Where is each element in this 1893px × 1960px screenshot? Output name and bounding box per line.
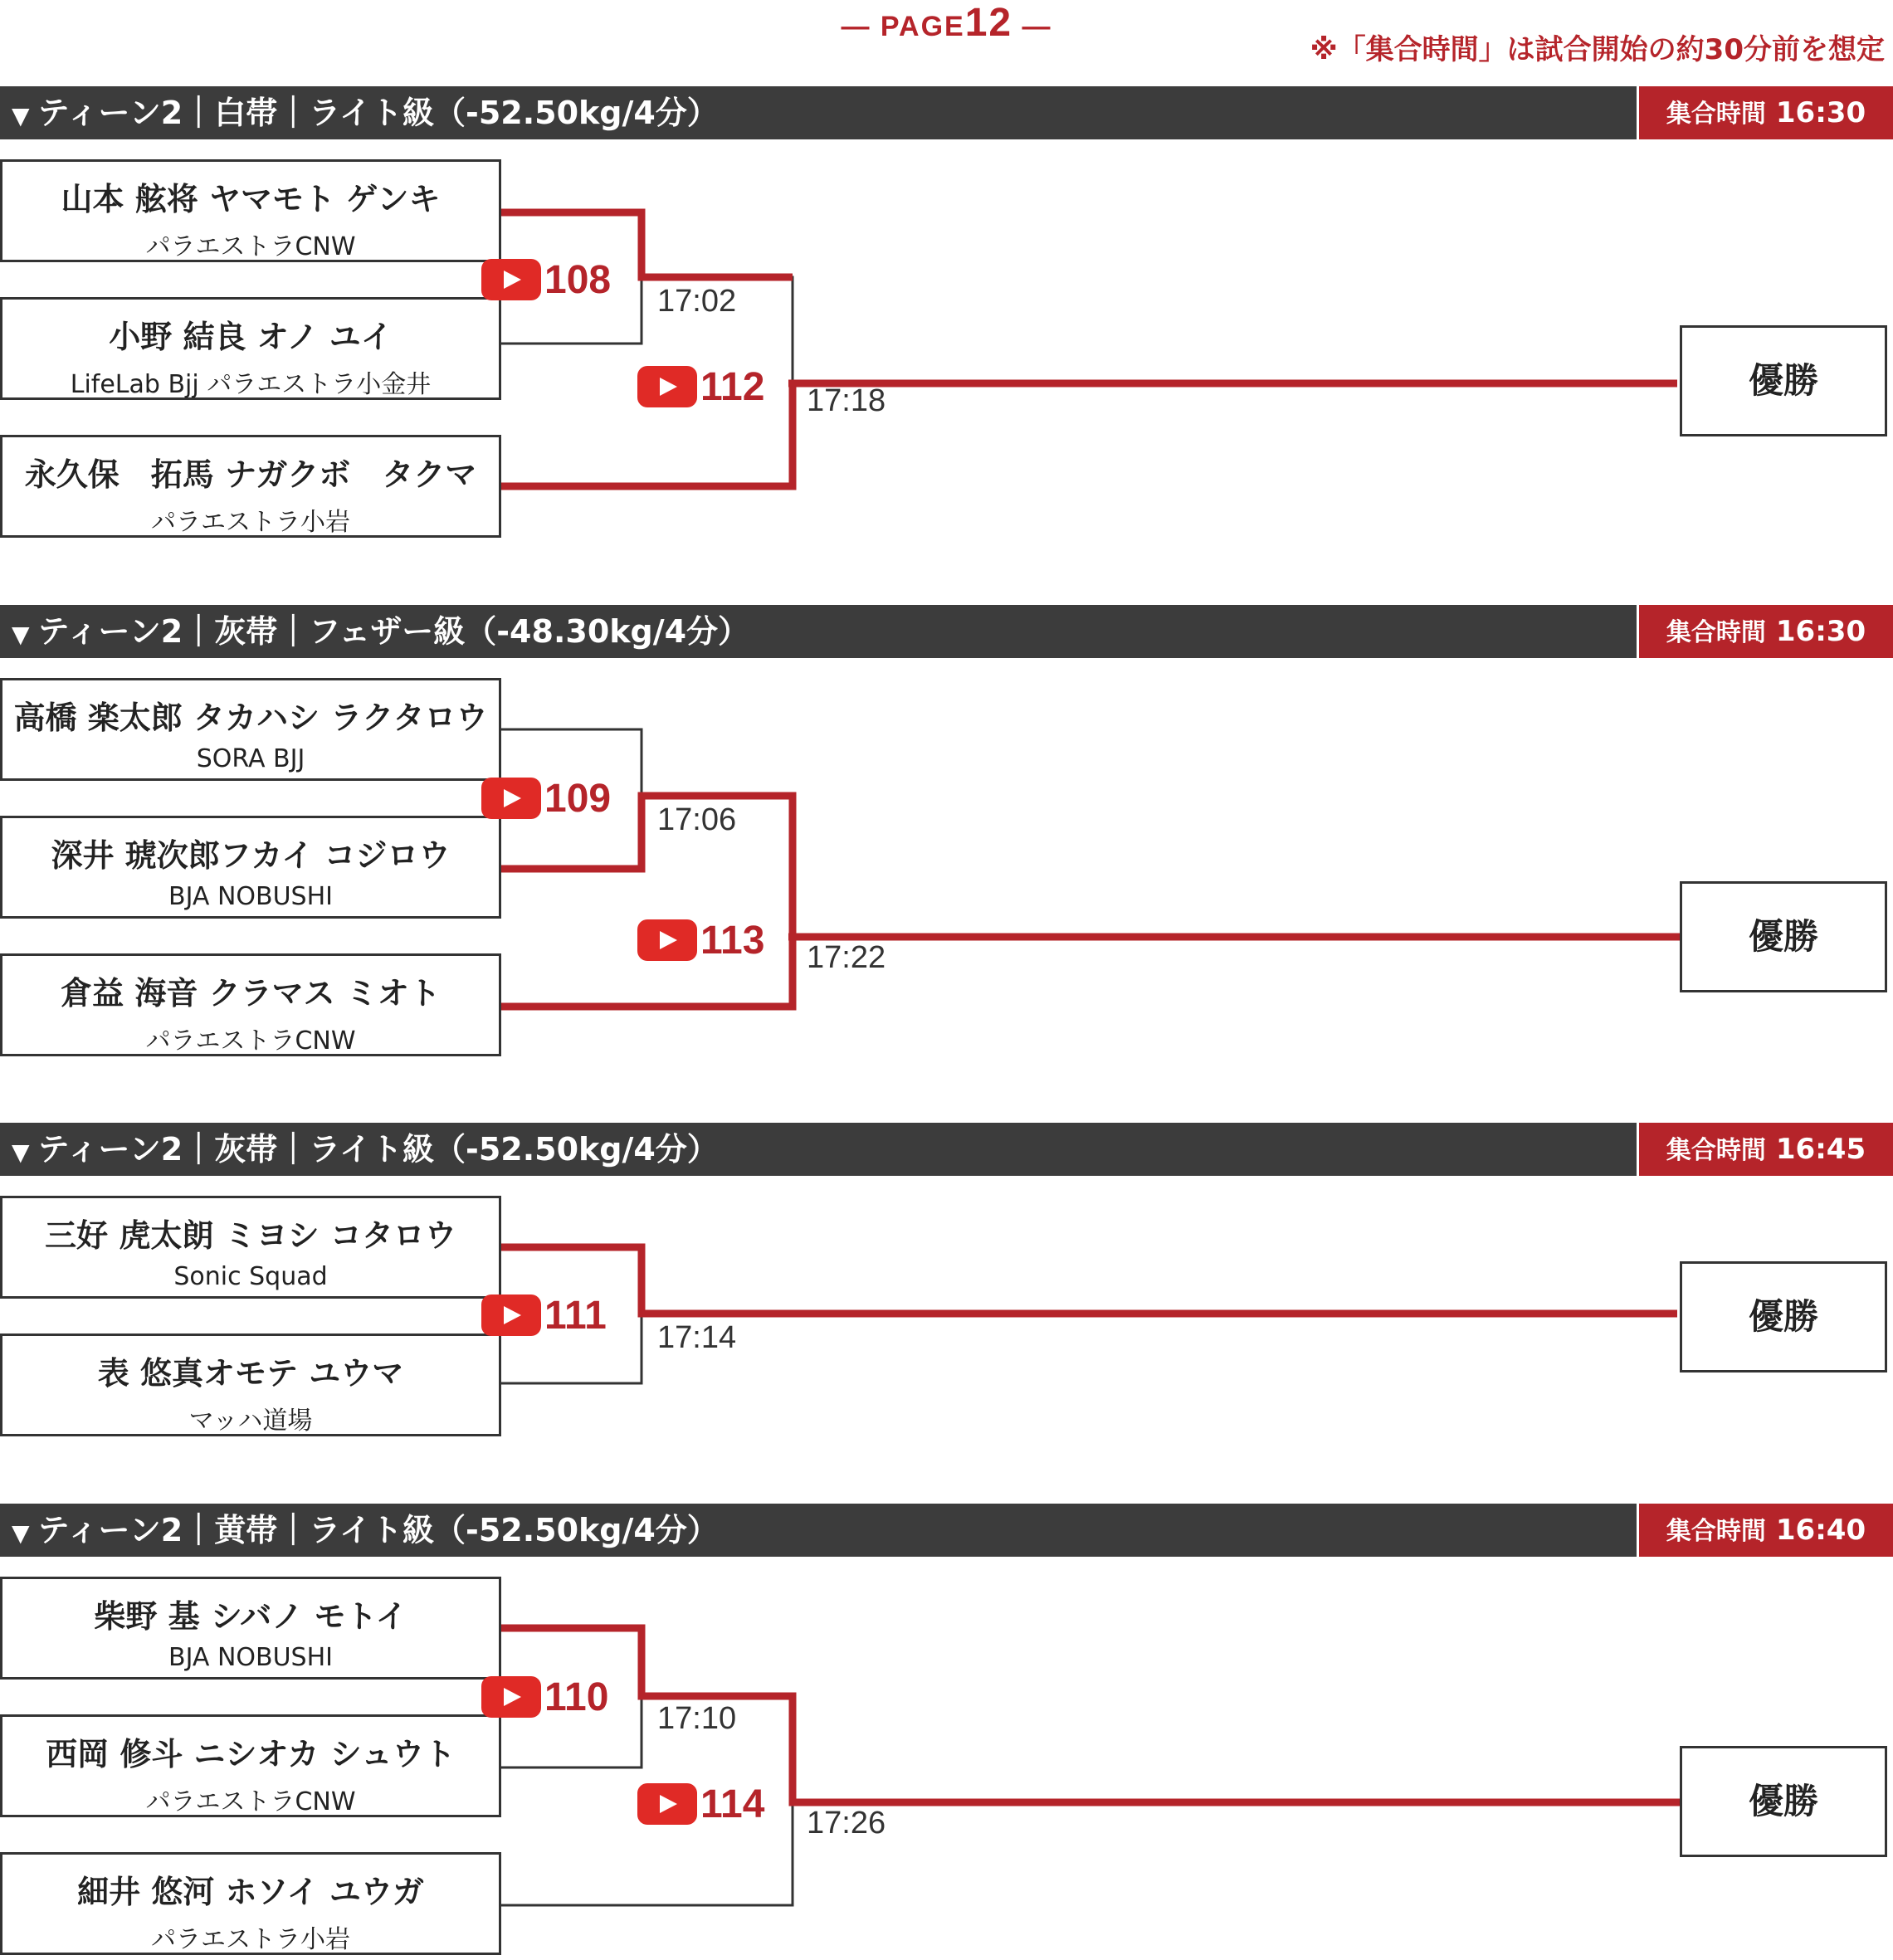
collapse-triangle-icon: ▼: [12, 1138, 30, 1166]
competitor-name: 永久保 拓馬 ナガクボ タクマ: [24, 456, 477, 493]
competitor-box: [0, 1577, 501, 1680]
competitor-team: パラエストラ小岩: [151, 1925, 350, 1954]
bout-time: 17:26: [807, 1806, 886, 1841]
youtube-play-icon[interactable]: [637, 366, 697, 407]
bracket-section-4: [0, 1504, 1893, 1960]
competitor-team: パラエストラ小岩: [151, 508, 350, 537]
competitor-box: [0, 678, 501, 781]
assembly-note: ※「集合時間」は試合開始の約30分前を想定: [1310, 33, 1885, 66]
division-header: ▼ ティーン2｜灰帯｜フェザー級（-48.30kg/4分）: [0, 605, 1637, 658]
competitor-name: 山本 舷将 ヤマモト ゲンキ: [61, 181, 441, 217]
youtube-play-icon[interactable]: [481, 259, 541, 300]
competitor-box: [0, 435, 501, 538]
bout-number: 114: [700, 1782, 765, 1826]
competitor-box: [0, 953, 501, 1056]
competitor-name: 柴野 基 シバノ モトイ: [94, 1598, 407, 1635]
page-label: — PAGE12 —: [841, 1, 1052, 45]
bracket-section-1: [0, 86, 1893, 544]
bout-video-link[interactable]: [481, 257, 611, 302]
competitor-name: 三好 虎太朗 ミヨシ コタロウ: [45, 1217, 456, 1254]
competitor-name: 表 悠真オモテ ユウマ: [97, 1355, 404, 1392]
bout-number: 110: [544, 1675, 609, 1719]
youtube-play-icon[interactable]: [481, 778, 541, 819]
competitor-box: [0, 816, 501, 919]
page-number: 12: [964, 1, 1013, 45]
bout-time: 17:22: [807, 940, 886, 975]
winner-box: 優勝: [1680, 1261, 1887, 1372]
youtube-play-icon[interactable]: [637, 1783, 697, 1825]
competitor-box: [0, 1196, 501, 1299]
youtube-play-icon[interactable]: [637, 919, 697, 961]
bout-time: 17:18: [807, 383, 886, 418]
bout-video-link[interactable]: [481, 1293, 607, 1338]
competitor-team: BJA NOBUSHI: [168, 1643, 333, 1672]
bout-time: 17:02: [657, 284, 737, 319]
bracket-section-3: [0, 1123, 1893, 1441]
division-header: ▼ ティーン2｜白帯｜ライト級（-52.50kg/4分）: [0, 86, 1637, 139]
competitor-box: [0, 1714, 501, 1817]
competitor-box: [0, 159, 501, 262]
youtube-play-icon[interactable]: [481, 1676, 541, 1718]
bout-number: 109: [544, 776, 612, 821]
competitor-team: パラエストラCNW: [145, 232, 356, 261]
bout-time: 17:06: [657, 802, 737, 837]
bout-video-link[interactable]: [637, 364, 764, 409]
competitor-name: 西岡 修斗 ニシオカ シュウト: [46, 1736, 456, 1772]
competitor-name: 小野 結良 オノ ユイ: [109, 319, 393, 355]
bout-number: 108: [544, 257, 612, 302]
competitor-name: 倉益 海音 クラマス ミオト: [61, 975, 441, 1012]
bout-video-link[interactable]: [481, 1675, 608, 1719]
competitor-name: 深井 琥次郎フカイ コジロウ: [51, 837, 451, 874]
bout-time: 17:14: [657, 1320, 737, 1355]
competitor-box: [0, 1852, 501, 1955]
competitor-name: 高橋 楽太郎 タカハシ ラクタロウ: [13, 700, 488, 736]
competitor-team: SORA BJJ: [196, 744, 305, 773]
division-header: ▼ ティーン2｜黄帯｜ライト級（-52.50kg/4分）: [0, 1504, 1637, 1557]
assembly-time-badge: 集合時間 16:30: [1639, 605, 1893, 658]
bracket-section-2: [0, 605, 1893, 1063]
competitor-name: 細井 悠河 ホソイ ユウガ: [77, 1874, 424, 1910]
competitor-team: パラエストラCNW: [145, 1787, 356, 1816]
assembly-time-badge: 集合時間 16:45: [1639, 1123, 1893, 1176]
bout-number: 111: [544, 1293, 607, 1338]
bout-video-link[interactable]: [637, 1782, 764, 1826]
competitor-box: [0, 1333, 501, 1436]
competitor-team: BJA NOBUSHI: [168, 882, 333, 911]
bout-number: 112: [700, 364, 765, 409]
bout-time: 17:10: [657, 1701, 737, 1736]
winner-box: 優勝: [1680, 325, 1887, 436]
bout-number: 113: [700, 918, 765, 963]
assembly-time-badge: 集合時間 16:30: [1639, 86, 1893, 139]
competitor-box: [0, 297, 501, 400]
division-header: ▼ ティーン2｜灰帯｜ライト級（-52.50kg/4分）: [0, 1123, 1637, 1176]
assembly-time-badge: 集合時間 16:40: [1639, 1504, 1893, 1557]
competitor-team: マッハ道場: [188, 1407, 313, 1436]
collapse-triangle-icon: ▼: [12, 1519, 30, 1547]
collapse-triangle-icon: ▼: [12, 102, 30, 129]
competitor-team: LifeLab Bjj パラエストラ小金井: [70, 370, 432, 399]
competitor-team: Sonic Squad: [173, 1262, 328, 1291]
collapse-triangle-icon: ▼: [12, 621, 30, 648]
winner-box: 優勝: [1680, 881, 1887, 992]
bout-video-link[interactable]: [481, 776, 611, 821]
winner-box: 優勝: [1680, 1746, 1887, 1857]
competitor-team: パラエストラCNW: [145, 1026, 356, 1056]
youtube-play-icon[interactable]: [481, 1294, 541, 1336]
bout-video-link[interactable]: [637, 918, 764, 963]
